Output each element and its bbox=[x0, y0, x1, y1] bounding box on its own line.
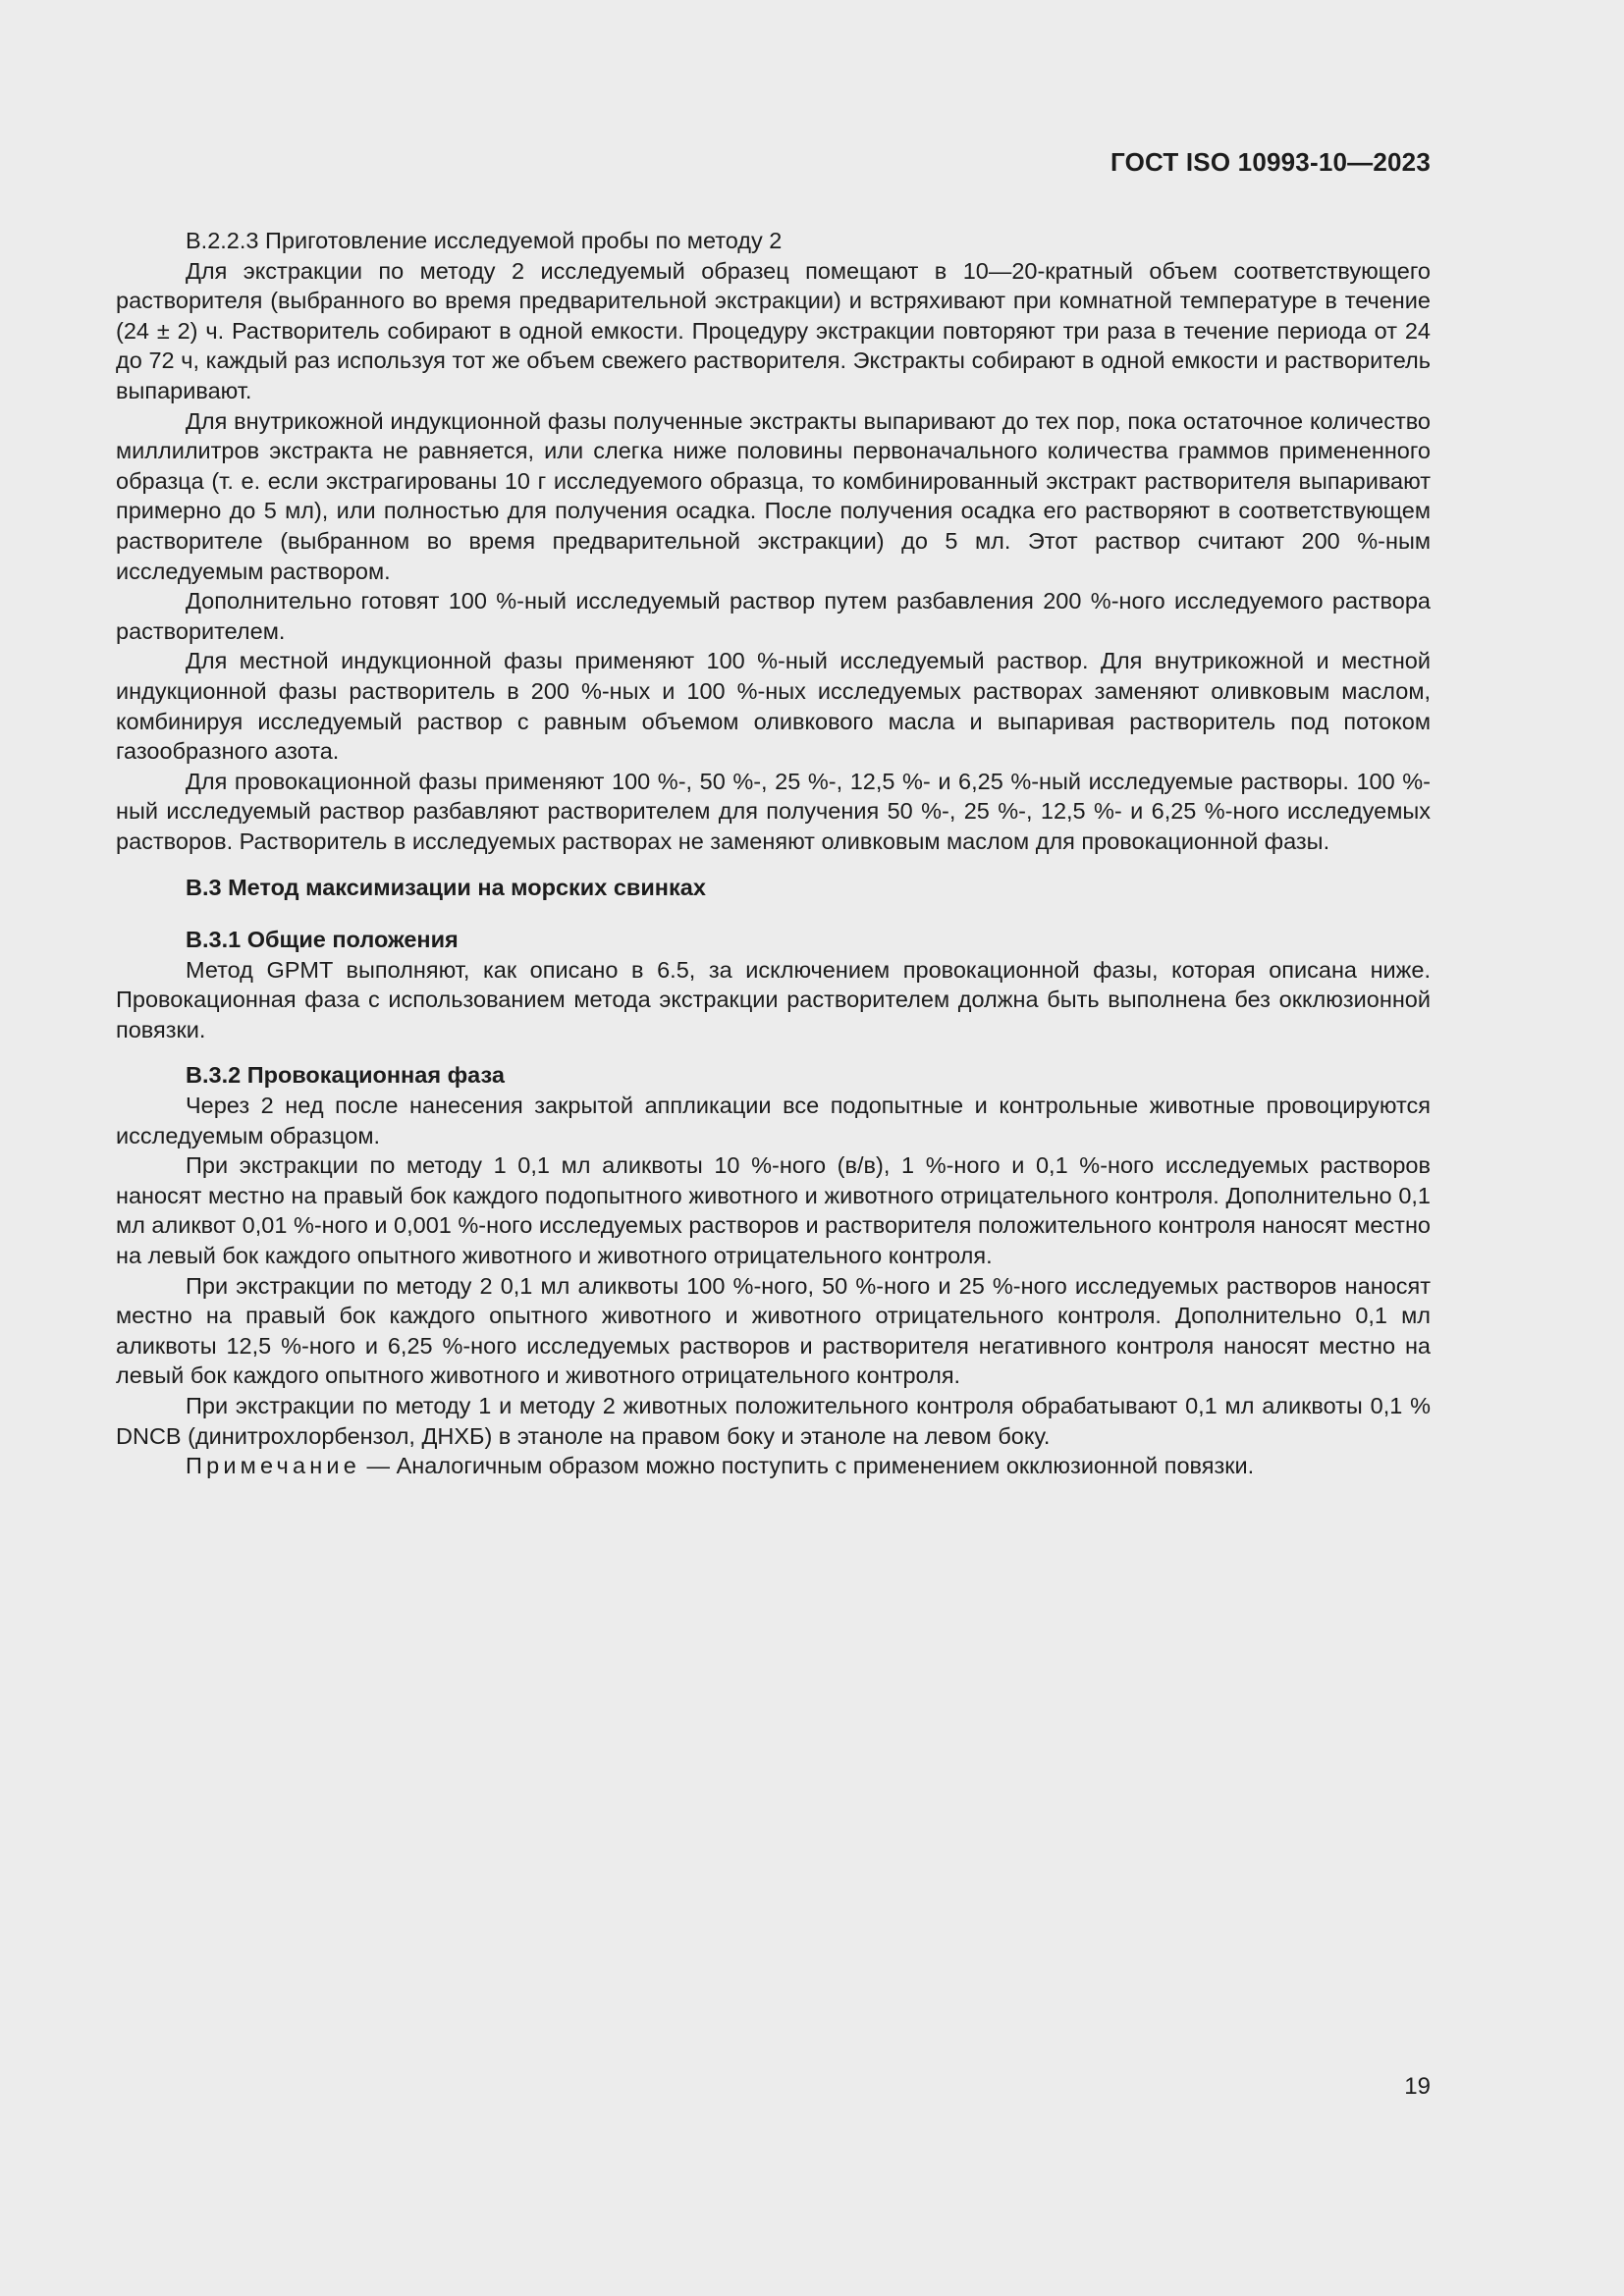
document-code: ГОСТ ISO 10993-10—2023 bbox=[1110, 147, 1431, 177]
section-b3-heading: В.3 Метод максимизации на морских свинках bbox=[186, 875, 706, 901]
section-b32-heading: В.3.2 Провокационная фаза bbox=[186, 1062, 505, 1089]
note-text: Аналогичным образом можно поступить с применением окклюзионной повязки. bbox=[396, 1453, 1255, 1479]
section-b223-title: В.2.2.3 Приготовление исследуемой пробы по методу 2 bbox=[186, 228, 783, 253]
page-number: 19 bbox=[1404, 2073, 1431, 2100]
document-body bbox=[116, 226, 1431, 1481]
paragraph: Дополнительно готовят 100 %-ный исследуемый раствор путем разбавления 200 %-ного исследуемого раствора растворителем. bbox=[116, 588, 1431, 644]
paragraph: Для экстракции по методу 2 исследуемый образец помещают в 10—20-кратный объем соответствующего растворителя (выбранного во время предварительной экстракции) и встряхивают при комнатной температуре в течение (24 ± 2) ч. Растворитель собирают в одной емкости. Процедуру экстракции повторяют три раза в течение периода от 24 до 72 ч, каждый раз используя тот же объем свежего растворителя. Экстракты собирают в одной емкости и растворитель выпаривают. bbox=[116, 257, 1431, 403]
paragraph: Метод GPMT выполняют, как описано в 6.5, за исключением провокационной фазы, которая описана ниже. Провокационная фаза с использованием метода экстракции растворителем должна быть выполнена без окклюзионной повязки. bbox=[116, 956, 1431, 1042]
paragraph: При экстракции по методу 2 0,1 мл аликвоты 100 %-ного, 50 %-ного и 25 %-ного исследуемых растворов наносят местно на правый бок каждого опытного животного и животного отрицательного контроля. Дополнительно 0,1 мл аликвоты 12,5 %-ного и 6,25 %-ного исследуемых растворов и растворителя негативного контроля наносят местно на левый бок каждого опытного животного и животного отрицательного контроля. bbox=[116, 1272, 1431, 1389]
paragraph: Для внутрикожной индукционной фазы полученные экстракты выпаривают до тех пор, пока остаточное количество миллилитров экстракта не равняется, или слегка ниже половины первоначального количества граммов примененного образца (т. е. если экстрагированы 10 г исследуемого образца, то комбинированный экстракт растворителя выпаривают примерно до 5 мл), или полностью для получения осадка. После получения осадка его растворяют в соответствующем растворителе (выбранном во время предварительной экстракции) до 5 мл. Этот раствор считают 200 %-ным исследуемым раствором. bbox=[116, 407, 1431, 584]
section-b31-heading: В.3.1 Общие положения bbox=[186, 927, 459, 953]
paragraph: Для провокационной фазы применяют 100 %-, 50 %-, 25 %-, 12,5 %- и 6,25 %-ный исследуемые растворы. 100 %-ный исследуемый раствор разбавляют растворителем для получения 50 %-, 25 %-, 12,5 %- и 6,25 %-ного исследуемых растворов. Растворитель в исследуемых растворах не заменяют оливковым маслом для провокационной фазы. bbox=[116, 768, 1431, 854]
paragraph: При экстракции по методу 1 0,1 мл аликвоты 10 %-ного (в/в), 1 %-ного и 0,1 %-ного исследуемых растворов наносят местно на правый бок каждого подопытного животного и животного отрицательного контроля. Дополнительно 0,1 мл аликвот 0,01 %-ного и 0,001 %-ного исследуемых растворов и растворителя положительного контроля наносят местно на левый бок каждого опытного животного и животного отрицательного контроля. bbox=[116, 1152, 1431, 1268]
paragraph: Через 2 нед после нанесения закрытой аппликации все подопытные и контрольные животные провоцируются исследуемым образцом. bbox=[116, 1093, 1431, 1148]
note-separator: — bbox=[360, 1453, 397, 1479]
note bbox=[116, 1451, 1431, 1481]
paragraph: При экстракции по методу 1 и методу 2 животных положительного контроля обрабатывают 0,1 мл аликвоты 0,1 % DNCB (динитрохлорбензол, ДНХБ) в этаноле на правом боку и этаноле на левом боку. bbox=[116, 1392, 1431, 1449]
note-label: Примечание bbox=[186, 1453, 361, 1479]
paragraph: Для местной индукционной фазы применяют 100 %-ный исследуемый раствор. Для внутрикожной и местной индукционной фазы растворитель в 200 %-ных и 100 %-ных исследуемых растворах заменяют оливковым маслом, комбинируя исследуемый раствор с равным объемом оливкового масла и выпаривая растворитель под потоком газообразного азота. bbox=[116, 648, 1431, 765]
